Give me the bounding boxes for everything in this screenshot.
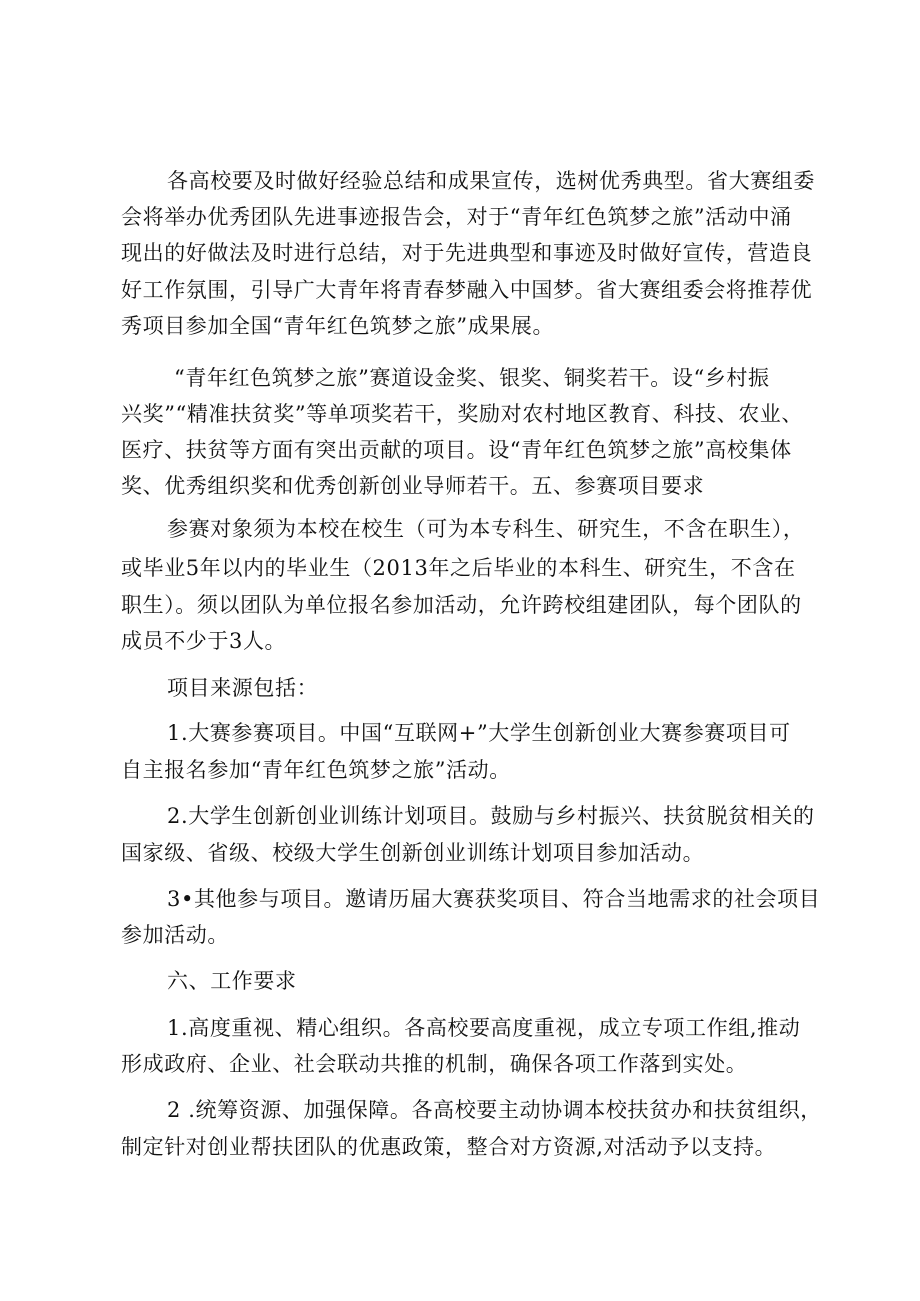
text-line: 各高校要及时做好经验总结和成果宣传，选树优秀典型。省大赛组委: [167, 169, 815, 193]
text-line: “青年红色筑梦之旅”赛道设金奖、银奖、铜奖若干。设“乡村振: [174, 366, 770, 390]
text-line: 2.大学生创新创业训练计划项目。鼓励与乡村振兴、扶贫脱贫相关的: [167, 804, 815, 828]
text-line: 职生）。须以团队为单位报名参加活动，允许跨校组建团队，每个团队的: [121, 593, 802, 617]
text-line: 现出的好做法及时进行总结，对于先进典型和事迹及时做好宣传，营造良: [121, 241, 813, 265]
text-line: 会将举办优秀团队先进事迹报告会，对于“青年红色筑梦之旅”活动中涌: [121, 205, 792, 229]
text-line: 医疗、扶贫等方面有突出贡献的项目。设“青年红色筑梦之旅”高校集体: [121, 438, 792, 462]
text-line: 3•其他参与项目。邀请历届大赛获奖项目、符合当地需求的社会项目: [167, 887, 821, 911]
text-line: 奖、优秀组织奖和优秀创新创业导师若干。五、参赛项目要求: [121, 474, 705, 498]
text-line: 自主报名参加“青年红色筑梦之旅”活动。: [121, 758, 511, 782]
text-line: 形成政府、企业、社会联动共推的机制，确保各项工作落到实处。: [121, 1052, 748, 1076]
text-line: 好工作氛围，引导广大青年将青春梦融入中国梦。省大赛组委会将推荐优: [121, 278, 813, 302]
text-line: 秀项目参加全国“青年红色筑梦之旅”成果展。: [121, 314, 555, 338]
text-line: 1.高度重视、精心组织。各高校要高度重视，成立专项工作组,推动: [167, 1016, 801, 1040]
text-line: 参加活动。: [121, 923, 229, 947]
text-line: 成员不少于3人。: [121, 629, 287, 653]
text-line: 参赛对象须为本校在校生（可为本专科生、研究生，不含在职生），: [167, 517, 805, 541]
text-line: 1.大赛参赛项目。中国“互联网+”大学生创新创业大赛参赛项目可: [167, 721, 791, 745]
text-line: 国家级、省级、校级大学生创新创业训练计划项目参加活动。: [121, 841, 705, 865]
text-line: 2 .统筹资源、加强保障。各高校要主动协调本校扶贫办和扶贫组织，: [167, 1098, 822, 1122]
text-line: 制定针对创业帮扶团队的优惠政策，整合对方资源,对活动予以支持。: [121, 1135, 777, 1159]
section-heading: 六、工作要求: [167, 969, 297, 993]
text-line: 或毕业5年以内的毕业生（2013年之后毕业的本科生、研究生，不含在: [121, 556, 796, 580]
text-line: 兴奖”“精准扶贫奖”等单项奖若干，奖励对农村地区教育、科技、农业、: [121, 402, 804, 426]
text-line: 项目来源包括：: [167, 676, 319, 700]
